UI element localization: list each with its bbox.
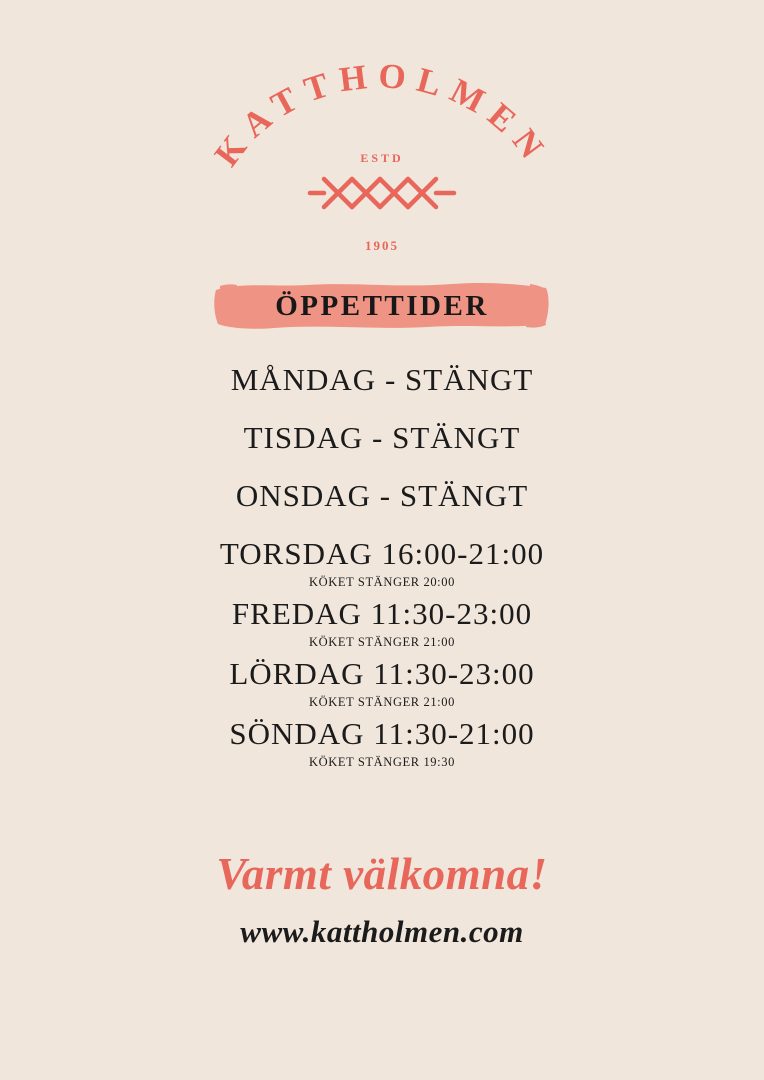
list-item — [229, 656, 534, 710]
list-item — [236, 478, 528, 514]
hours-line: MÅNDAG - STÄNGT — [230, 362, 534, 397]
estd-label: ESTD — [360, 151, 404, 165]
section-banner — [212, 278, 552, 334]
opening-hours-list — [0, 362, 764, 776]
hours-line: ONSDAG - STÄNGT — [235, 478, 529, 513]
list-item — [244, 420, 521, 456]
list-item — [220, 536, 544, 590]
hours-line: FREDAG 11:30-23:00 — [231, 596, 533, 631]
list-item — [231, 362, 534, 398]
kitchen-closing-note: KÖKET STÄNGER 20:00 — [309, 575, 455, 589]
kitchen-closing-note: KÖKET STÄNGER 21:00 — [309, 635, 455, 649]
welcome-message: Varmt välkomna! — [216, 849, 548, 899]
hours-line: LÖRDAG 11:30-23:00 — [229, 656, 535, 691]
list-item — [232, 596, 532, 650]
hours-line: SÖNDAG 11:30-21:00 — [229, 716, 535, 751]
logo-block — [202, 48, 562, 258]
list-item — [229, 716, 534, 770]
page-title: ÖPPETTIDER — [275, 289, 489, 322]
kitchen-closing-note: KÖKET STÄNGER 21:00 — [309, 695, 455, 709]
brand-name: KATTHOLMEN — [206, 55, 558, 174]
website-url[interactable]: www.kattholmen.com — [240, 914, 524, 949]
hours-line: TORSDAG 16:00-21:00 — [219, 536, 545, 571]
brand-arc-wordmark — [202, 48, 562, 188]
hours-line: TISDAG - STÄNGT — [243, 420, 521, 455]
established-year: 1905 — [365, 238, 399, 253]
chain-diamond-ornament-icon — [202, 170, 562, 216]
kitchen-closing-note: KÖKET STÄNGER 19:30 — [309, 755, 455, 769]
